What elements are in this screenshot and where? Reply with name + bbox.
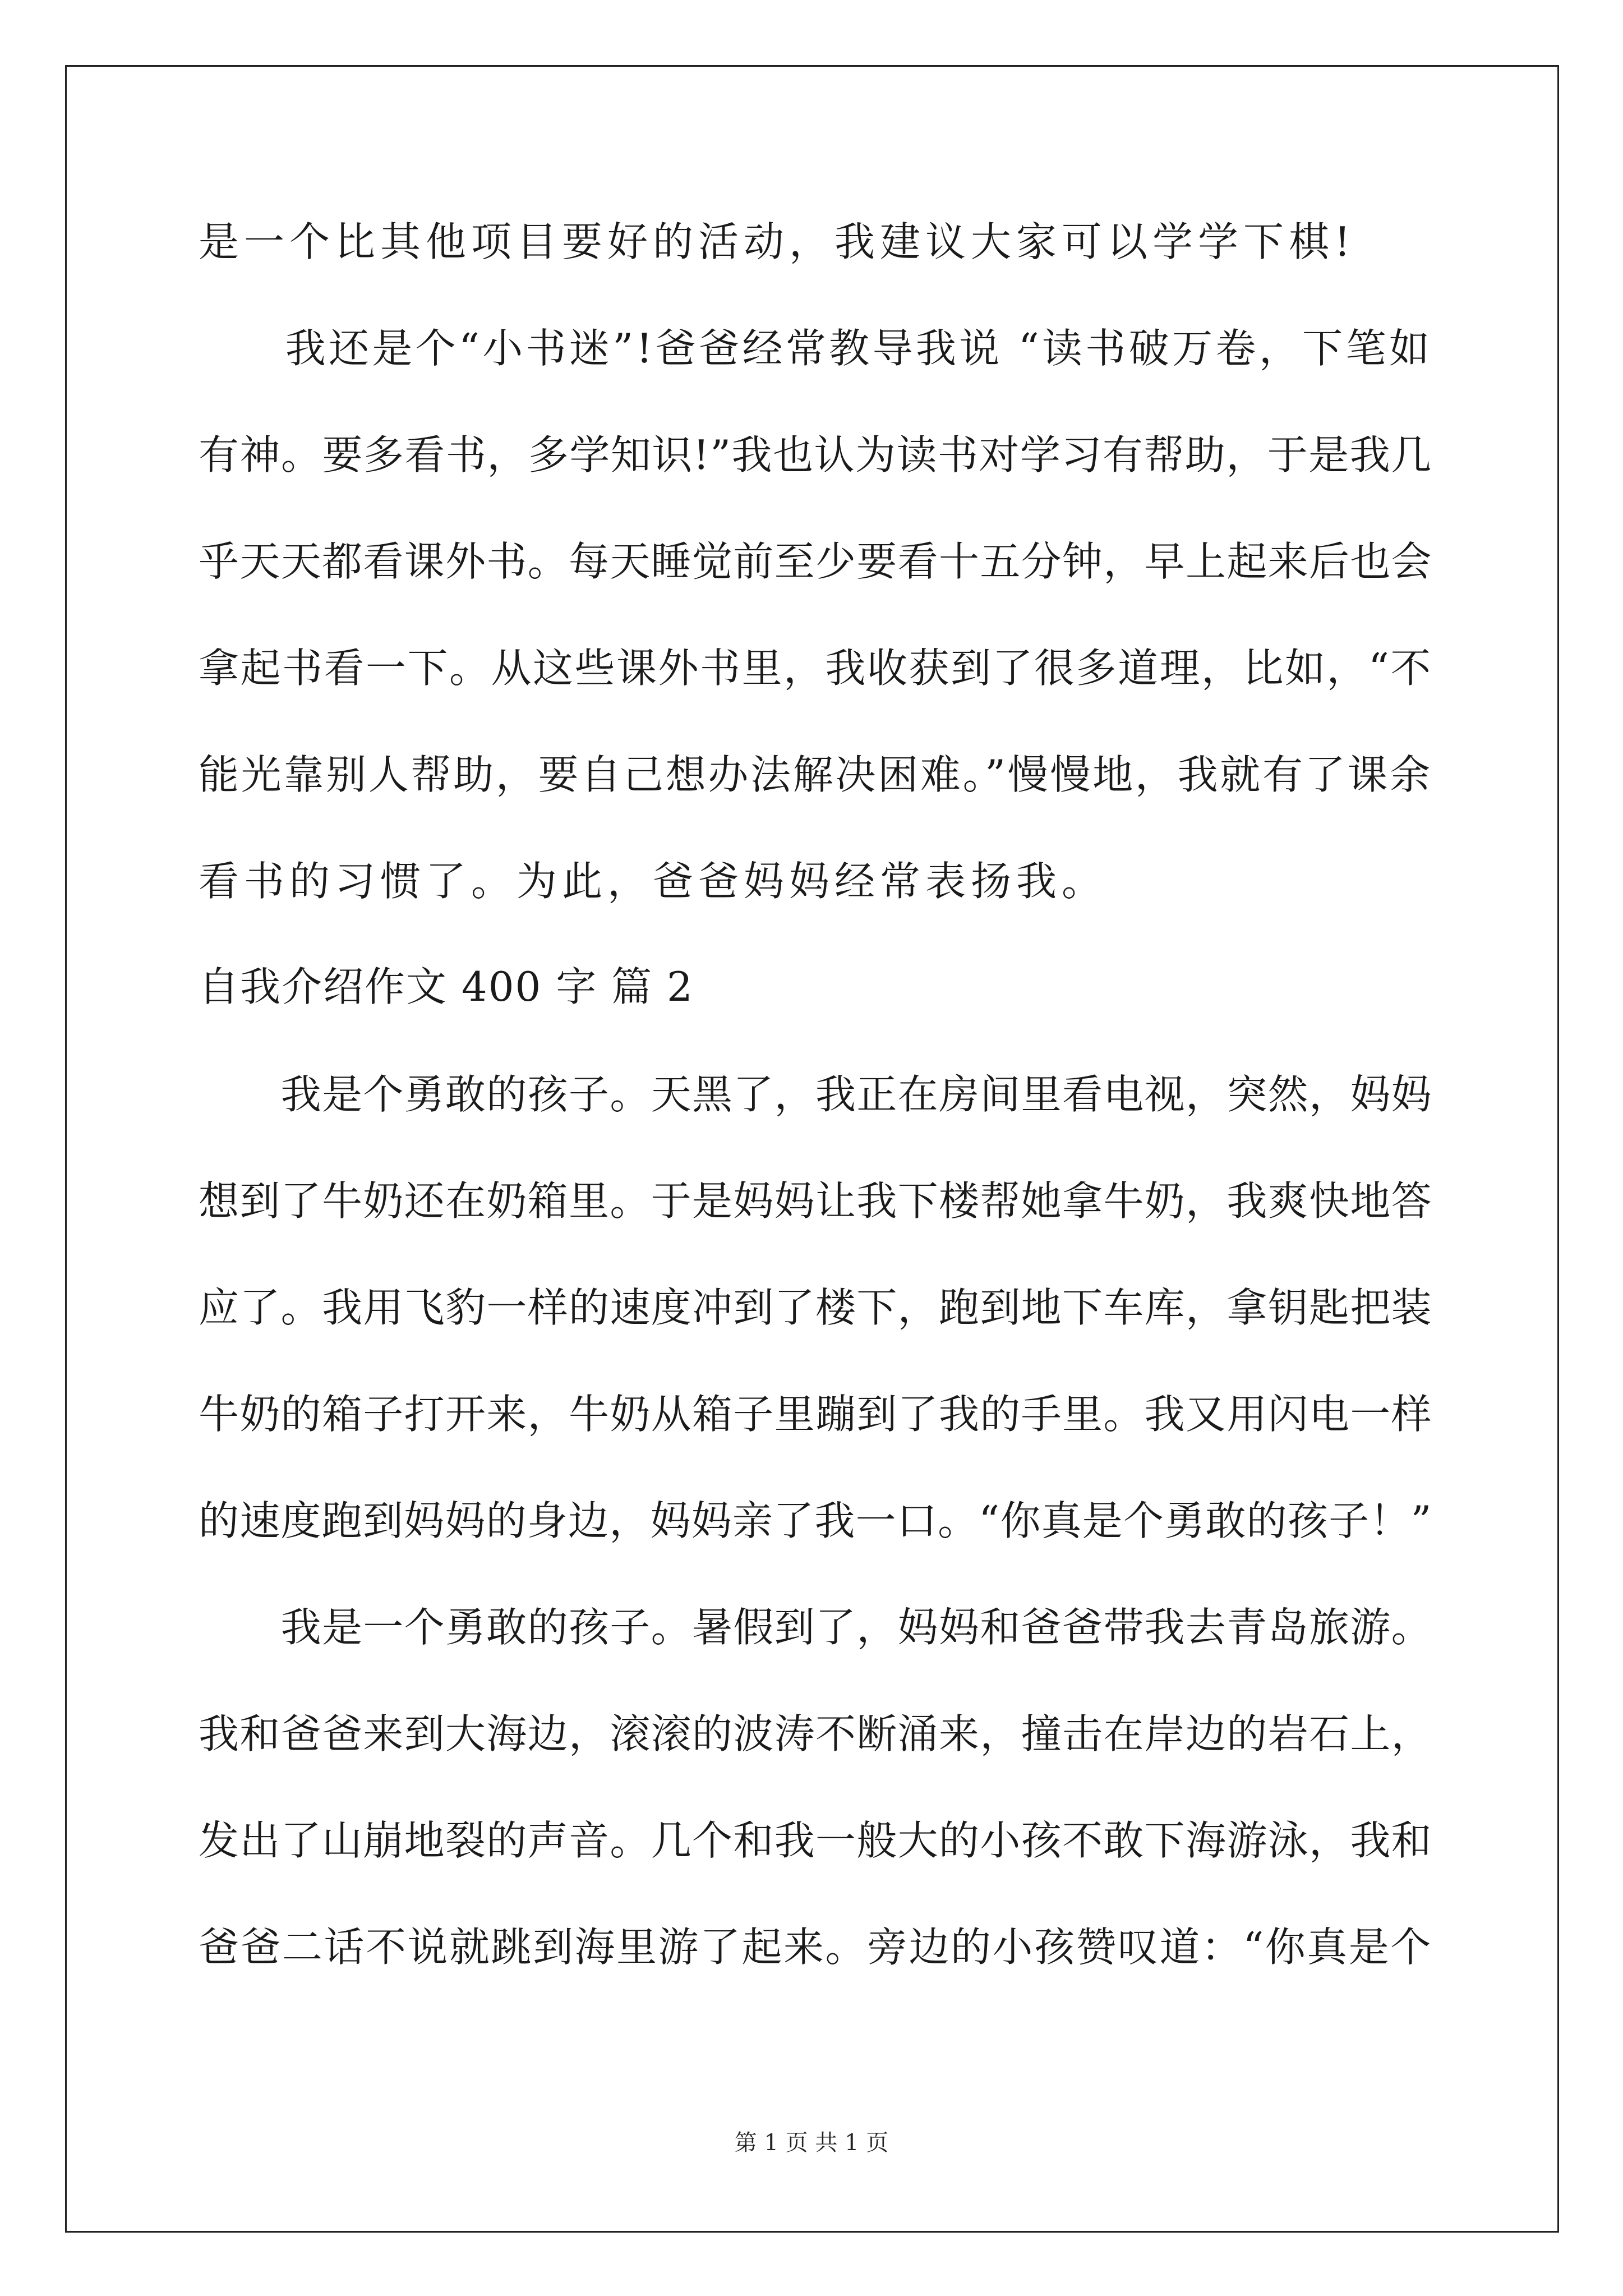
text-line: 我是一个勇敢的孩子。暑假到了，妈妈和爸爸带我去青岛旅游。 bbox=[199, 1604, 1433, 1651]
page-footer bbox=[0, 2132, 1623, 2154]
text-line: 有神。要多看书，多学知识!”我也认为读书对学习有帮助，于是我几 bbox=[199, 431, 1432, 478]
text-line: 我是个勇敢的孩子。天黑了，我正在房间里看电视，突然，妈妈 bbox=[199, 1071, 1433, 1118]
text-line: 乎天天都看课外书。每天睡觉前至少要看十五分钟，早上起来后也会 bbox=[199, 538, 1433, 585]
text-line: 能光靠别人帮助，要自己想办法解决困难。”慢慢地，我就有了课余 bbox=[199, 751, 1432, 798]
text-line: 发出了山崩地裂的声音。几个和我一般大的小孩不敢下海游泳，我和 bbox=[199, 1817, 1433, 1864]
text-line: 我还是个“小书迷”!爸爸经常教导我说 “读书破万卷，下笔如 bbox=[199, 325, 1433, 372]
text-line: 的速度跑到妈妈的身边，妈妈亲了我一口。“你真是个勇敢的孩子！” bbox=[199, 1497, 1432, 1544]
text-line: 应了。我用飞豹一样的速度冲到了楼下，跑到地下车库，拿钥匙把装 bbox=[199, 1284, 1433, 1331]
text-line: 爸爸二话不说就跳到海里游了起来。旁边的小孩赞叹道：“你真是个 bbox=[199, 1924, 1432, 1971]
text-line: 是一个比其他项目要好的活动，我建议大家可以学学下棋! bbox=[199, 218, 1355, 265]
page-border bbox=[65, 65, 1559, 2233]
section-heading: 自我介绍作文 400 字 篇 2 bbox=[199, 963, 694, 1010]
text-line: 我和爸爸来到大海边，滚滚的波涛不断涌来，撞击在岸边的岩石上， bbox=[199, 1710, 1433, 1757]
text-line: 牛奶的箱子打开来，牛奶从箱子里蹦到了我的手里。我又用闪电一样 bbox=[199, 1391, 1433, 1438]
page-number: 第 1 页 共 1 页 bbox=[734, 2130, 889, 2156]
text-line: 想到了牛奶还在奶箱里。于是妈妈让我下楼帮她拿牛奶，我爽快地答 bbox=[199, 1177, 1433, 1225]
text-line: 看书的习惯了。为此，爸爸妈妈经常表扬我。 bbox=[199, 858, 1108, 905]
text-line: 拿起书看一下。从这些课外书里，我收获到了很多道理，比如，“不 bbox=[199, 645, 1432, 692]
